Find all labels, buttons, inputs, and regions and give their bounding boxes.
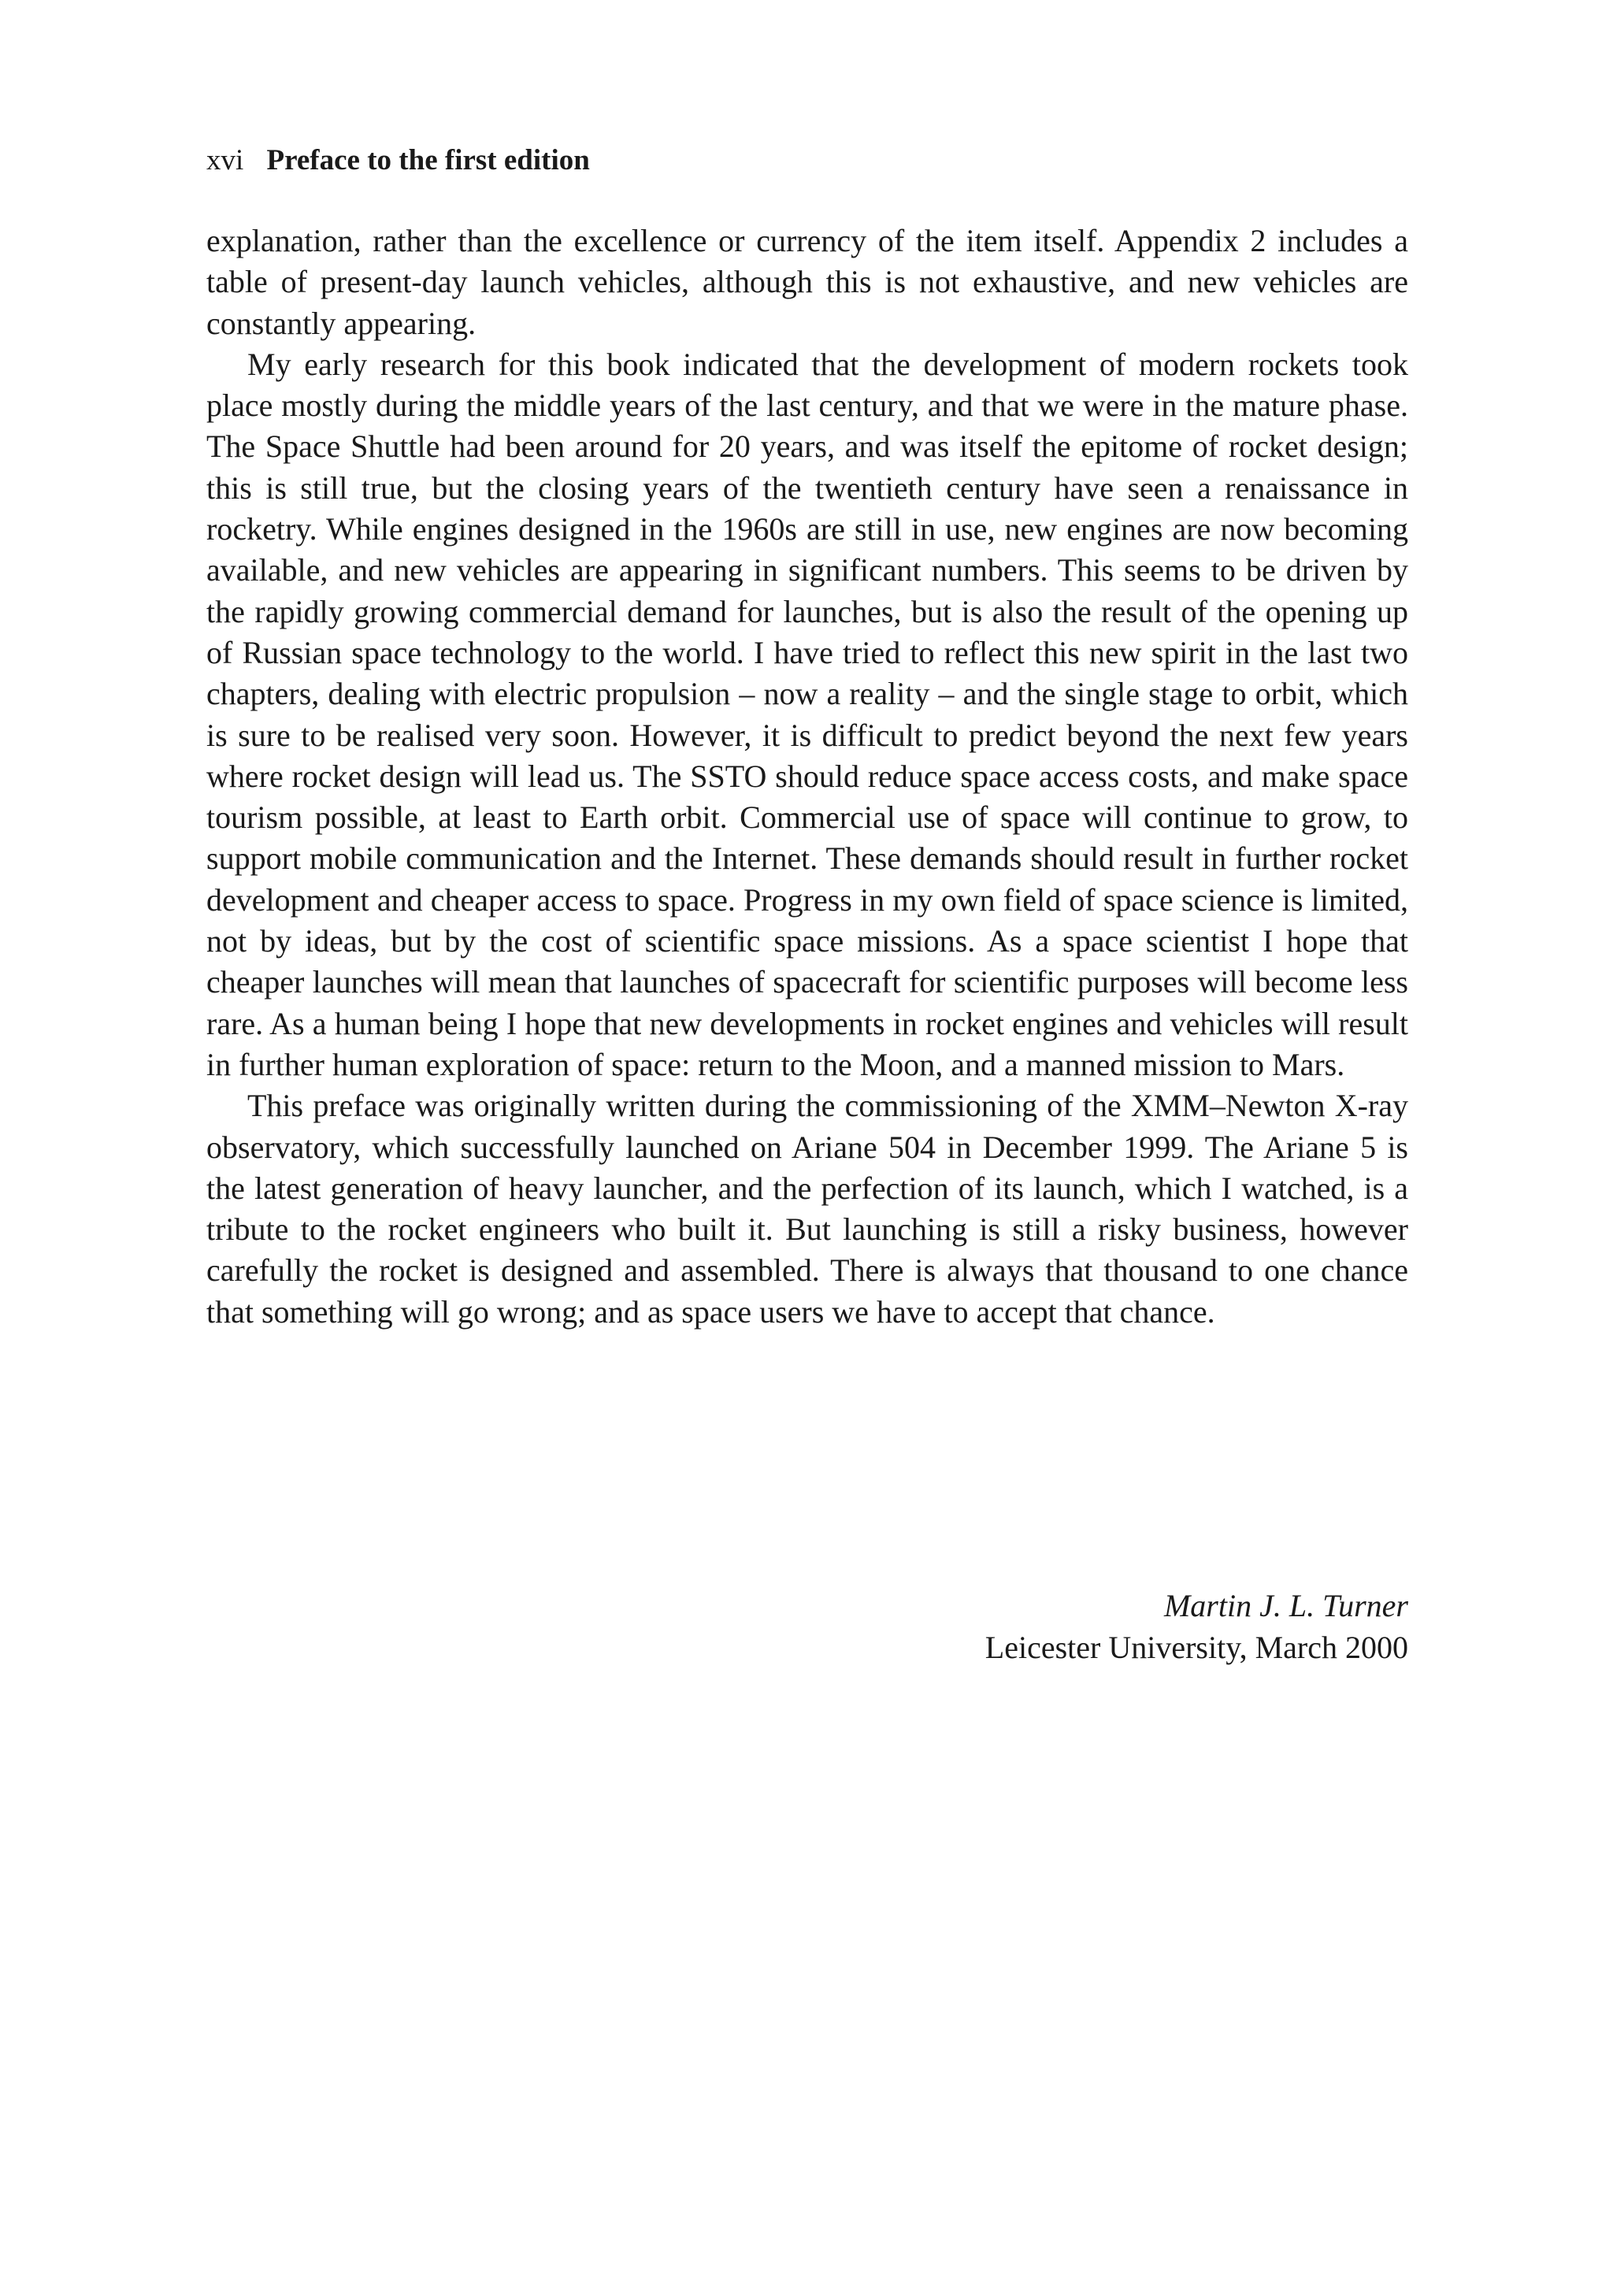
body-text (206, 221, 1408, 1333)
paragraph: This preface was originally written during the commissioning of the XMM–Newton X-ray observatory, which successfully launched on Ariane 504 in December 1999. The Ariane 5 is the latest generation of heavy launcher, and the perfection of its launch, which I watched, is a tribute to the rocket engineers who built it. But launching is still a risky business, however carefully the rocket is designed and assembled. There is always that thousand to one chance that something will go wrong; and as space users we have to accept that chance. (206, 1088, 1408, 1330)
page-number: xvi (206, 144, 244, 176)
paragraph: My early research for this book indicated that the development of modern rockets took place mostly during the middle years of the last century, and that we were in the mature phase. The Space Shuttle had been around for 20 years, and was itself the epitome of rocket design; this is still true, but the closing years of the twentieth century have seen a renaissance in rocketry. While engines designed in the 1960s are still in use, new engines are now becoming available, and new vehicles are appearing in significant numbers. This seems to be driven by the rapidly growing commercial demand for launches, but is also the result of the opening up of Russian space technology to the world. I have tried to reflect this new spirit in the last two chapters, dealing with electric propulsion – now a reality – and the single stage to orbit, which is sure to be realised very soon. However, it is difficult to predict beyond the next few years where rocket design will lead us. The SSTO should reduce space access costs, and make space tourism possible, at least to Earth orbit. Commercial use of space will continue to grow, to support mobile communication and the Internet. These demands should result in further rocket development and cheaper access to space. Progress in my own field of space science is limited, not by ideas, but by the cost of scientific space missions. As a space scientist I hope that cheaper launches will mean that launches of spacecraft for scientific purposes will become less rare. As a human being I hope that new developments in rocket engines and vehicles will result in further human exploration of space: return to the Moon, and a manned mission to Mars. (206, 346, 1408, 1082)
paragraph-continued: explanation, rather than the excellence or currency of the item itself. Appendix 2 includes a table of present-day launch vehicles, although this is not exhaustive, and new vehicles are constantly appearing. (206, 223, 1408, 341)
author-affiliation-date: Leicester University, March 2000 (984, 1630, 1408, 1665)
author-name: Martin J. L. Turner (1163, 1588, 1408, 1623)
running-head-title: Preface to the first edition (266, 144, 590, 176)
signature-block (206, 1585, 1408, 1668)
running-head (206, 140, 590, 181)
